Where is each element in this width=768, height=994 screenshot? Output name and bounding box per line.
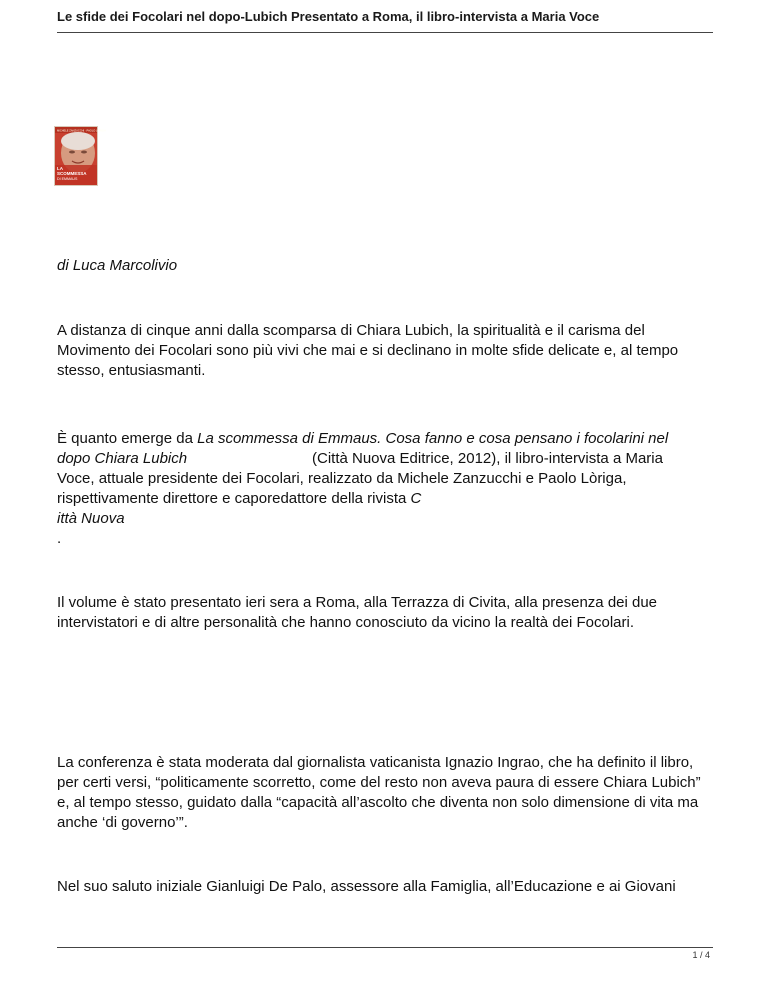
paragraph-4-text: La conferenza è stata moderata dal giornalista vaticanista Ignazio Ingrao, che ha definito il libro, per certi versi, “politicamente scorretto, come del resto non aveva paura di essere Chiara Lubich” e, al tempo stesso, guidato dalla “capacità all’ascolto che diventa non solo dimensione di vita ma anche ‘di governo’”. (57, 754, 701, 831)
paragraph-2-line-5 (57, 509, 717, 529)
book-title-part-2: dopo Chiara Lubich (57, 450, 188, 467)
paragraph-2-roles: rispettivamente direttore e caporedattore della rivista (57, 490, 407, 507)
magazine-name-rest: ittà Nuova (57, 510, 125, 527)
paragraph-2-line-6 (57, 529, 717, 549)
page-title: Le sfide dei Focolari nel dopo-Lubich Presentato a Roma, il libro-intervista a Maria Voce (57, 9, 600, 24)
paragraph-2-line-2 (57, 449, 717, 469)
header-divider (57, 32, 713, 33)
paragraph-2-period: . (57, 530, 62, 547)
paragraph-2-intro: È quanto emerge da (57, 430, 198, 447)
cover-title-line1: LA (57, 166, 63, 171)
paragraph-5-text: Nel suo saluto iniziale Gianluigi De Palo, assessore alla Famiglia, all’Educazione e ai Giovani (57, 878, 676, 895)
paragraph-2-line-4 (57, 489, 717, 509)
book-title-part-1: La scommessa di Emmaus. Cosa fanno e cosa pensano i focolarini nel (197, 430, 669, 447)
page-number: 1 / 4 (692, 950, 710, 960)
paragraph-1 (57, 321, 717, 381)
paragraph-3 (57, 593, 717, 633)
paragraph-2-line-1 (57, 429, 717, 449)
book-cover-image (55, 127, 106, 185)
cover-title-line3: DI EMMAUS (57, 177, 78, 181)
book-cover-graphic (55, 127, 106, 185)
paragraph-4 (57, 753, 717, 833)
paragraph-3-text: Il volume è stato presentato ieri sera a Roma, alla Terrazza di Civita, alla presenza dei due intervistatori e di altre personalità che hanno conosciuto da vicino la realtà dei Focolari. (57, 594, 658, 631)
cover-authors: MICHELE ZANZUCCHI · PAOLO LÒRIGA (57, 129, 106, 133)
footer-divider (57, 947, 713, 948)
paragraph-2-publisher: (Città Nuova Editrice, 2012), il libro-intervista a Maria (312, 450, 663, 467)
paragraph-1-text: A distanza di cinque anni dalla scomparsa di Chiara Lubich, la spiritualità e il carisma del Movimento dei Focolari sono più vivi che mai e si declinano in molte sfide delicate e, al tempo stesso, entusiasmanti. (57, 322, 679, 379)
paragraph-2-line-3 (57, 469, 717, 489)
cover-title-line2: SCOMMESSA (57, 171, 87, 176)
magazine-name-initial: C (410, 490, 422, 507)
paragraph-2-editors: Voce, attuale presidente dei Focolari, realizzato da Michele Zanzucchi e Paolo Lòriga, (57, 470, 627, 487)
paragraph-5 (57, 877, 717, 897)
article-author: di Luca Marcolivio (57, 257, 178, 274)
paragraph-2 (57, 429, 717, 549)
